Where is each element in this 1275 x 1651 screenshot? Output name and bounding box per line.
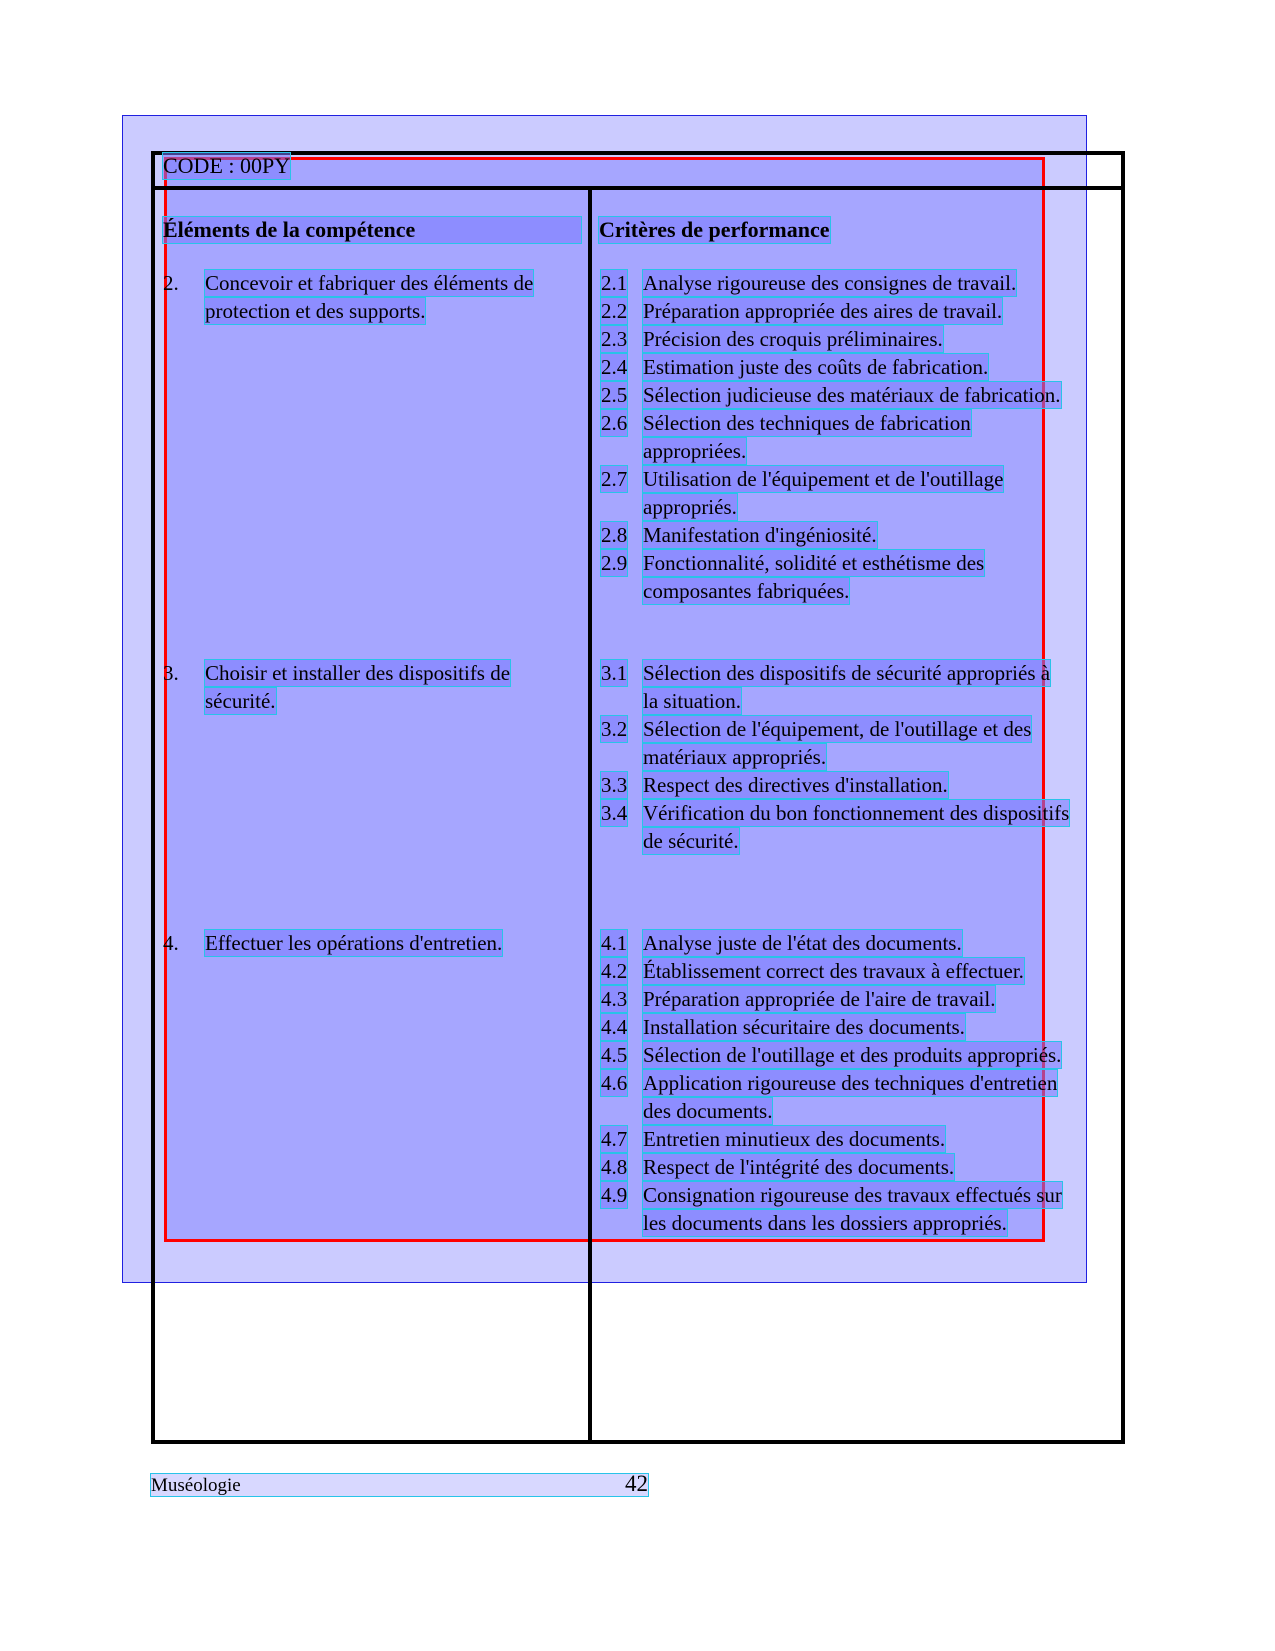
criterion-number: 3.1 — [601, 661, 628, 685]
element-number: 2. — [163, 271, 179, 295]
criterion-text-line: Sélection de l'équipement, de l'outillage et des — [643, 717, 1032, 741]
criterion-text-line: matériaux appropriés. — [643, 745, 827, 769]
criterion-text-line: Analyse rigoureuse des consignes de travail. — [643, 271, 1017, 295]
criterion-number: 4.2 — [601, 959, 628, 983]
criterion-number: 4.5 — [601, 1043, 628, 1067]
criterion-text-line: Installation sécuritaire des documents. — [643, 1015, 965, 1039]
criterion-number: 4.4 — [601, 1015, 628, 1039]
page-footer — [151, 1471, 648, 1496]
criterion-number: 3.2 — [601, 717, 628, 741]
criterion-number: 2.4 — [601, 355, 628, 379]
criterion-text-line: Sélection des dispositifs de sécurité appropriés à — [643, 661, 1051, 685]
criterion-text-line: Préparation appropriée de l'aire de travail. — [643, 987, 996, 1011]
criterion-text-line: Précision des croquis préliminaires. — [643, 327, 943, 351]
criterion-text-line: Vérification du bon fonctionnement des dispositifs — [643, 801, 1070, 825]
criterion-number: 2.9 — [601, 551, 628, 575]
criterion-text-line: Sélection de l'outillage et des produits appropriés. — [643, 1043, 1062, 1067]
table-column-divider — [588, 188, 592, 1444]
criterion-number: 2.3 — [601, 327, 628, 351]
criterion-number: 4.8 — [601, 1155, 628, 1179]
criteria-heading: Critères de performance — [599, 217, 830, 242]
criterion-text-line: Consignation rigoureuse des travaux effectués sur — [643, 1183, 1062, 1207]
criterion-text-line: Application rigoureuse des techniques d'entretien — [643, 1071, 1058, 1095]
element-text-line: Effectuer les opérations d'entretien. — [205, 931, 503, 955]
criterion-text-line: Sélection judicieuse des matériaux de fabrication. — [643, 383, 1061, 407]
code-label: CODE : 00PY — [163, 153, 291, 178]
criterion-text-line: Utilisation de l'équipement et de l'outillage — [643, 467, 1004, 491]
element-number: 3. — [163, 661, 179, 685]
criterion-number: 3.3 — [601, 773, 628, 797]
criterion-text-line: Entretien minutieux des documents. — [643, 1127, 946, 1151]
criterion-text-line: Établissement correct des travaux à effectuer. — [643, 959, 1024, 983]
criterion-number: 3.4 — [601, 801, 628, 825]
element-text-line: sécurité. — [205, 689, 276, 713]
criterion-number: 4.6 — [601, 1071, 628, 1095]
criterion-number: 2.1 — [601, 271, 628, 295]
criterion-text-line: appropriés. — [643, 495, 737, 519]
criterion-text-line: la situation. — [643, 689, 741, 713]
criterion-text-line: des documents. — [643, 1099, 773, 1123]
criterion-text-line: Fonctionnalité, solidité et esthétisme des — [643, 551, 985, 575]
criterion-number: 2.8 — [601, 523, 628, 547]
criterion-text-line: Respect des directives d'installation. — [643, 773, 948, 797]
criterion-number: 4.3 — [601, 987, 628, 1011]
criterion-text-line: Préparation appropriée des aires de travail. — [643, 299, 1003, 323]
criterion-text-line: Respect de l'intégrité des documents. — [643, 1155, 955, 1179]
criterion-text-line: Analyse juste de l'état des documents. — [643, 931, 962, 955]
element-number: 4. — [163, 931, 179, 955]
criterion-text-line: Sélection des techniques de fabrication — [643, 411, 971, 435]
criterion-number: 2.2 — [601, 299, 628, 323]
criterion-number: 4.1 — [601, 931, 628, 955]
criterion-number: 4.7 — [601, 1127, 628, 1151]
criterion-text-line: composantes fabriquées. — [643, 579, 850, 603]
criterion-number: 2.7 — [601, 467, 628, 491]
element-text-line: Concevoir et fabriquer des éléments de — [205, 271, 534, 295]
elements-heading: Éléments de la compétence — [163, 217, 581, 243]
element-text-line: Choisir et installer des dispositifs de — [205, 661, 511, 685]
table-header-divider — [151, 186, 1125, 190]
criterion-number: 2.6 — [601, 411, 628, 435]
criterion-text-line: appropriées. — [643, 439, 747, 463]
criterion-number: 2.5 — [601, 383, 628, 407]
page-number: 42 — [625, 1471, 648, 1496]
criterion-text-line: Estimation juste des coûts de fabrication. — [643, 355, 989, 379]
footer-title: Muséologie — [151, 1475, 241, 1496]
element-text-line: protection et des supports. — [205, 299, 426, 323]
competence-table — [151, 151, 1125, 1444]
criterion-text-line: les documents dans les dossiers appropriés. — [643, 1211, 1007, 1235]
criterion-text-line: Manifestation d'ingéniosité. — [643, 523, 877, 547]
criterion-number: 4.9 — [601, 1183, 628, 1207]
criterion-text-line: de sécurité. — [643, 829, 739, 853]
